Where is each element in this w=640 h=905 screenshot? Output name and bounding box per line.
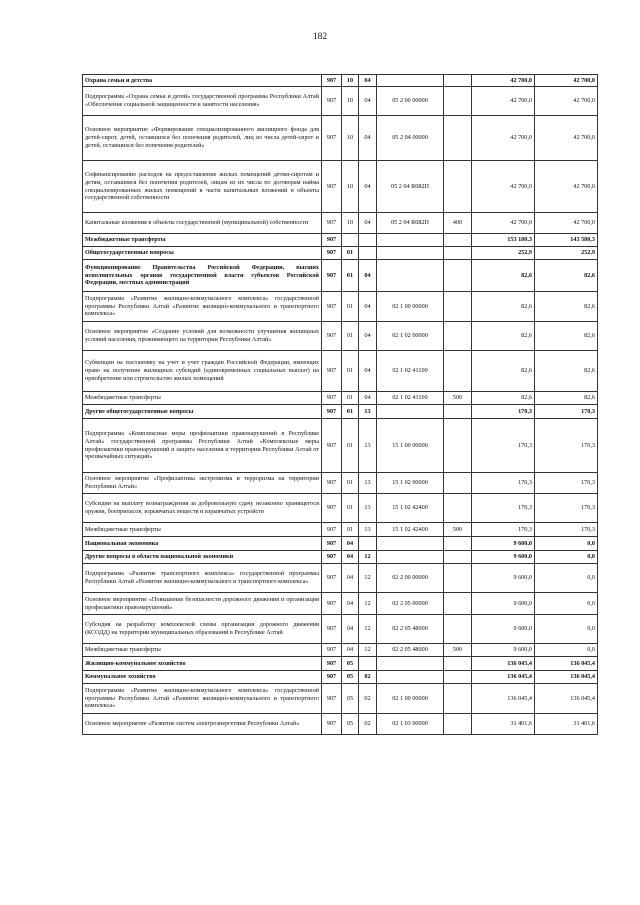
cell-target-item-code: [377, 247, 444, 260]
table-row: [83, 593, 598, 615]
table-row: [83, 234, 598, 247]
cell-name: Подпрограмма «Развитие жилищно-коммунального комплекса» государственной программы Республики Алтай «Развитие жилищно-коммунального и транспортного комплекса»: [83, 684, 322, 714]
cell-subsection-code: [359, 657, 377, 671]
page-number: 182: [312, 32, 328, 42]
cell-amount-first: 82,6: [472, 260, 535, 292]
cell-ved-code: 907: [322, 714, 342, 735]
cell-section-code: 04: [342, 537, 359, 551]
cell-target-item-code: 15 1 02 00000: [377, 473, 444, 494]
cell-subsection-code: 04: [359, 322, 377, 351]
cell-target-item-code: 15 1 02 42400: [377, 494, 444, 523]
table-row: [83, 644, 598, 657]
cell-subsection-code: 02: [359, 671, 377, 684]
cell-expense-type-code: [444, 671, 472, 684]
cell-expense-type-code: [444, 494, 472, 523]
cell-expense-type-code: [444, 564, 472, 593]
cell-section-code: 04: [342, 564, 359, 593]
cell-amount-second: 170,3: [535, 405, 598, 419]
cell-subsection-code: 04: [359, 260, 377, 292]
table-row: [83, 714, 598, 735]
cell-expense-type-code: [444, 247, 472, 260]
cell-ved-code: 907: [322, 234, 342, 247]
cell-amount-first: 136 045,4: [472, 657, 535, 671]
cell-expense-type-code: [444, 473, 472, 494]
cell-amount-second: 136 045,4: [535, 684, 598, 714]
cell-section-code: 01: [342, 523, 359, 537]
cell-subsection-code: 04: [359, 213, 377, 234]
cell-section-code: 01: [342, 473, 359, 494]
cell-expense-type-code: 500: [444, 644, 472, 657]
cell-ved-code: 907: [322, 684, 342, 714]
cell-name: Подпрограмма «Развитие жилищно-коммунального комплекса» государственной программы Республики Алтай «Развитие жилищно-коммунального и транспортного комплекса»: [83, 292, 322, 322]
cell-subsection-code: 13: [359, 494, 377, 523]
cell-amount-second: 82,6: [535, 351, 598, 392]
cell-ved-code: 907: [322, 615, 342, 644]
cell-amount-second: 170,3: [535, 419, 598, 473]
cell-amount-first: 252,9: [472, 247, 535, 260]
cell-name: Межбюджетные трансферты: [83, 234, 322, 247]
cell-amount-second: 170,3: [535, 473, 598, 494]
cell-amount-first: 170,3: [472, 419, 535, 473]
cell-subsection-code: 12: [359, 551, 377, 564]
cell-ved-code: 907: [322, 322, 342, 351]
cell-amount-second: 0,0: [535, 615, 598, 644]
cell-target-item-code: [377, 234, 444, 247]
cell-expense-type-code: [444, 75, 472, 87]
cell-name: Основное мероприятие «Повышение безопасности дорожного движения и организация профилактики правонарушений»: [83, 593, 322, 615]
cell-section-code: 01: [342, 247, 359, 260]
cell-expense-type-code: 500: [444, 523, 472, 537]
cell-target-item-code: 15 1 00 00000: [377, 419, 444, 473]
cell-section-code: 05: [342, 657, 359, 671]
cell-name: Общегосударственные вопросы: [83, 247, 322, 260]
cell-expense-type-code: [444, 419, 472, 473]
table-row: [83, 292, 598, 322]
cell-amount-first: 9 600,0: [472, 593, 535, 615]
cell-expense-type-code: [444, 684, 472, 714]
cell-section-code: [342, 234, 359, 247]
cell-amount-second: 136 045,4: [535, 671, 598, 684]
cell-ved-code: 907: [322, 260, 342, 292]
table-row: [83, 419, 598, 473]
cell-section-code: 04: [342, 593, 359, 615]
cell-ved-code: 907: [322, 116, 342, 161]
cell-target-item-code: [377, 671, 444, 684]
cell-target-item-code: 02 1 00 00000: [377, 292, 444, 322]
cell-expense-type-code: [444, 351, 472, 392]
cell-amount-second: 42 700,0: [535, 213, 598, 234]
cell-amount-first: 9 600,0: [472, 551, 535, 564]
cell-section-code: 01: [342, 419, 359, 473]
cell-subsection-code: 12: [359, 593, 377, 615]
cell-amount-first: 42 700,0: [472, 116, 535, 161]
cell-amount-first: 42 700,0: [472, 75, 535, 87]
cell-section-code: 05: [342, 671, 359, 684]
cell-ved-code: 907: [322, 564, 342, 593]
cell-name: Субсидия на разработку комплексной схемы организации дорожного движения (КСОДД) на территории муниципальных образований в Республике Алтай: [83, 615, 322, 644]
cell-subsection-code: 13: [359, 405, 377, 419]
cell-amount-second: 0,0: [535, 537, 598, 551]
table-row: [83, 564, 598, 593]
cell-subsection-code: 12: [359, 644, 377, 657]
cell-name: Основное мероприятие «Создание условий для возможности улучшения жилищных условий населения, проживающего на территории Республики Алтай»: [83, 322, 322, 351]
cell-ved-code: 907: [322, 87, 342, 116]
cell-subsection-code: [359, 247, 377, 260]
table-row: [83, 351, 598, 392]
cell-amount-second: 82,6: [535, 392, 598, 405]
cell-ved-code: 907: [322, 537, 342, 551]
table-row: [83, 75, 598, 87]
cell-name: Другие вопросы в области национальной экономики: [83, 551, 322, 564]
cell-subsection-code: 12: [359, 564, 377, 593]
cell-name: Функционирование Правительства Российской Федерации, высших исполнительных органов государственной власти субъектов Российской Федерации, местных администраций: [83, 260, 322, 292]
cell-section-code: 01: [342, 260, 359, 292]
cell-name: Капитальные вложения в объекты государственной (муниципальной) собственности: [83, 213, 322, 234]
cell-subsection-code: 04: [359, 116, 377, 161]
cell-name: Подпрограмма «Развитие транспортного комплекса» государственной программы Республики Алтай «Развитие жилищно-коммунального и транспортного комплекса»: [83, 564, 322, 593]
cell-section-code: 01: [342, 392, 359, 405]
cell-subsection-code: 13: [359, 523, 377, 537]
cell-subsection-code: 04: [359, 392, 377, 405]
cell-amount-second: 42 700,0: [535, 75, 598, 87]
cell-expense-type-code: [444, 260, 472, 292]
cell-amount-first: 170,3: [472, 523, 535, 537]
cell-amount-second: 42 700,0: [535, 87, 598, 116]
cell-amount-first: 42 700,0: [472, 87, 535, 116]
cell-subsection-code: 04: [359, 351, 377, 392]
cell-section-code: 10: [342, 116, 359, 161]
cell-amount-first: 153 180,3: [472, 234, 535, 247]
cell-target-item-code: 05 2 00 00000: [377, 87, 444, 116]
cell-expense-type-code: [444, 537, 472, 551]
table-row: [83, 213, 598, 234]
cell-expense-type-code: [444, 87, 472, 116]
cell-target-item-code: 05 2 04 00000: [377, 116, 444, 161]
cell-target-item-code: 02 2 00 00000: [377, 564, 444, 593]
cell-amount-second: 82,6: [535, 292, 598, 322]
cell-expense-type-code: [444, 405, 472, 419]
table-row: [83, 615, 598, 644]
cell-name: Субсидии на выплату вознаграждения за добровольную сдачу незаконно хранящегося оружия, боеприпасов, взрывчатых веществ и взрывчатых устройств: [83, 494, 322, 523]
cell-target-item-code: 02 1 02 41100: [377, 392, 444, 405]
table-row: [83, 537, 598, 551]
cell-name: Межбюджетные трансферты: [83, 392, 322, 405]
cell-name: Жилищно-коммунальное хозяйство: [83, 657, 322, 671]
cell-target-item-code: [377, 405, 444, 419]
cell-subsection-code: 02: [359, 714, 377, 735]
cell-target-item-code: 05 2 04 R082П: [377, 213, 444, 234]
cell-section-code: 05: [342, 684, 359, 714]
table-row: [83, 247, 598, 260]
table-row: [83, 523, 598, 537]
cell-ved-code: 907: [322, 593, 342, 615]
cell-ved-code: 907: [322, 657, 342, 671]
cell-subsection-code: [359, 234, 377, 247]
cell-expense-type-code: [444, 116, 472, 161]
cell-section-code: 10: [342, 213, 359, 234]
cell-amount-first: 9 600,0: [472, 644, 535, 657]
cell-name: Софинансирование расходов на предоставление жилых помещений детям-сиротам и детям, оставшимся без попечения родителей, лицам из их числа по договорам найма специализированных жилых помещений в части капитальных вложений в объекты государственной собственности: [83, 161, 322, 213]
cell-target-item-code: 02 2 05 48000: [377, 644, 444, 657]
cell-target-item-code: [377, 260, 444, 292]
cell-ved-code: 907: [322, 161, 342, 213]
cell-ved-code: 907: [322, 644, 342, 657]
cell-target-item-code: [377, 75, 444, 87]
cell-amount-first: 82,6: [472, 351, 535, 392]
cell-amount-first: 31 401,6: [472, 714, 535, 735]
cell-name: Основное мероприятие «Профилактика экстремизма и терроризма на территории Республики Алтай»: [83, 473, 322, 494]
cell-subsection-code: 04: [359, 161, 377, 213]
table-row: [83, 260, 598, 292]
cell-expense-type-code: [444, 322, 472, 351]
cell-target-item-code: 02 1 02 00000: [377, 322, 444, 351]
cell-amount-second: 170,3: [535, 523, 598, 537]
cell-ved-code: 907: [322, 551, 342, 564]
cell-target-item-code: [377, 551, 444, 564]
cell-subsection-code: 02: [359, 684, 377, 714]
cell-expense-type-code: 500: [444, 392, 472, 405]
cell-amount-first: 82,6: [472, 322, 535, 351]
cell-expense-type-code: [444, 657, 472, 671]
cell-amount-second: 42 700,0: [535, 161, 598, 213]
cell-expense-type-code: [444, 714, 472, 735]
cell-target-item-code: 02 1 00 00000: [377, 684, 444, 714]
cell-section-code: 01: [342, 292, 359, 322]
cell-target-item-code: 05 2 04 R082П: [377, 161, 444, 213]
cell-amount-first: 9 600,0: [472, 564, 535, 593]
cell-amount-second: 0,0: [535, 551, 598, 564]
cell-subsection-code: [359, 537, 377, 551]
cell-expense-type-code: [444, 234, 472, 247]
cell-section-code: 10: [342, 161, 359, 213]
budget-table-body: [83, 75, 598, 735]
table-row: [83, 161, 598, 213]
cell-expense-type-code: [444, 551, 472, 564]
cell-expense-type-code: 400: [444, 213, 472, 234]
cell-subsection-code: 13: [359, 473, 377, 494]
cell-ved-code: 907: [322, 473, 342, 494]
cell-subsection-code: 04: [359, 75, 377, 87]
cell-amount-second: 42 700,0: [535, 116, 598, 161]
cell-target-item-code: [377, 657, 444, 671]
cell-section-code: 10: [342, 75, 359, 87]
cell-ved-code: 907: [322, 494, 342, 523]
cell-name: Подпрограмма «Комплексные меры профилактики правонарушений в Республике Алтай» государственной программы Республики Алтай «Комплексные меры профилактики правонарушений и защита населения и территории Республики Алтай от чрезвычайных ситуаций»: [83, 419, 322, 473]
cell-target-item-code: [377, 537, 444, 551]
cell-amount-first: 82,6: [472, 392, 535, 405]
cell-subsection-code: 04: [359, 87, 377, 116]
cell-section-code: 04: [342, 615, 359, 644]
cell-expense-type-code: [444, 292, 472, 322]
cell-amount-second: 31 401,6: [535, 714, 598, 735]
cell-section-code: 01: [342, 494, 359, 523]
cell-name: Основное мероприятие «Формирование специализированного жилищного фонда для детей-сирот, детей, оставшихся без попечения родителей, лиц из числа детей-сирот и детей, оставшихся без попечения родителей»: [83, 116, 322, 161]
cell-amount-second: 143 580,3: [535, 234, 598, 247]
table-row: [83, 494, 598, 523]
cell-target-item-code: 02 1 03 00000: [377, 714, 444, 735]
cell-section-code: 10: [342, 87, 359, 116]
cell-target-item-code: 02 2 05 00000: [377, 593, 444, 615]
cell-amount-first: 9 600,0: [472, 615, 535, 644]
cell-ved-code: 907: [322, 75, 342, 87]
cell-name: Охрана семьи и детства: [83, 75, 322, 87]
cell-amount-second: 252,9: [535, 247, 598, 260]
table-row: [83, 473, 598, 494]
cell-expense-type-code: [444, 615, 472, 644]
budget-table: [82, 74, 598, 735]
cell-name: Субвенции на постановку на учет и учет граждан Российской Федерации, имеющих право на получение жилищных субсидий (единовременных социальных выплат) на приобретение или строительство жилых помещений: [83, 351, 322, 392]
cell-ved-code: 907: [322, 405, 342, 419]
cell-amount-first: 9 600,0: [472, 537, 535, 551]
table-row: [83, 684, 598, 714]
cell-amount-second: 0,0: [535, 593, 598, 615]
cell-expense-type-code: [444, 161, 472, 213]
table-row: [83, 671, 598, 684]
cell-amount-second: 82,6: [535, 260, 598, 292]
table-row: [83, 116, 598, 161]
cell-ved-code: 907: [322, 213, 342, 234]
cell-ved-code: 907: [322, 419, 342, 473]
cell-amount-second: 170,3: [535, 494, 598, 523]
cell-target-item-code: 15 1 02 42400: [377, 523, 444, 537]
cell-section-code: 01: [342, 405, 359, 419]
cell-ved-code: 907: [322, 247, 342, 260]
cell-ved-code: 907: [322, 392, 342, 405]
cell-ved-code: 907: [322, 523, 342, 537]
table-row: [83, 657, 598, 671]
cell-amount-second: 0,0: [535, 564, 598, 593]
table-row: [83, 551, 598, 564]
table-row: [83, 322, 598, 351]
cell-amount-first: 82,6: [472, 292, 535, 322]
cell-subsection-code: 13: [359, 419, 377, 473]
cell-name: Межбюджетные трансферты: [83, 523, 322, 537]
cell-amount-first: 42 700,0: [472, 213, 535, 234]
cell-amount-first: 170,3: [472, 405, 535, 419]
cell-name: Национальная экономика: [83, 537, 322, 551]
cell-section-code: 01: [342, 351, 359, 392]
cell-amount-first: 170,3: [472, 473, 535, 494]
cell-section-code: 04: [342, 551, 359, 564]
cell-ved-code: 907: [322, 292, 342, 322]
cell-amount-first: 170,3: [472, 494, 535, 523]
cell-amount-first: 136 045,4: [472, 684, 535, 714]
cell-amount-first: 42 700,0: [472, 161, 535, 213]
table-row: [83, 405, 598, 419]
cell-name: Коммунальное хозяйство: [83, 671, 322, 684]
cell-target-item-code: 02 1 02 41100: [377, 351, 444, 392]
table-row: [83, 87, 598, 116]
cell-name: Другие общегосударственные вопросы: [83, 405, 322, 419]
cell-name: Межбюджетные трансферты: [83, 644, 322, 657]
cell-amount-second: 82,6: [535, 322, 598, 351]
cell-amount-second: 136 045,4: [535, 657, 598, 671]
cell-section-code: 01: [342, 322, 359, 351]
table-row: [83, 392, 598, 405]
cell-amount-first: 136 045,4: [472, 671, 535, 684]
cell-amount-second: 0,0: [535, 644, 598, 657]
cell-ved-code: 907: [322, 671, 342, 684]
cell-subsection-code: 12: [359, 615, 377, 644]
cell-section-code: 05: [342, 714, 359, 735]
cell-expense-type-code: [444, 593, 472, 615]
cell-name: Основное мероприятие «Развитие систем электроэнергетики Республики Алтай»: [83, 714, 322, 735]
cell-ved-code: 907: [322, 351, 342, 392]
cell-target-item-code: 02 2 05 48000: [377, 615, 444, 644]
cell-section-code: 04: [342, 644, 359, 657]
cell-name: Подпрограмма «Охрана семьи и детей» государственной программы Республики Алтай «Обеспечение социальной защищенности и занятости населения»: [83, 87, 322, 116]
cell-subsection-code: 04: [359, 292, 377, 322]
